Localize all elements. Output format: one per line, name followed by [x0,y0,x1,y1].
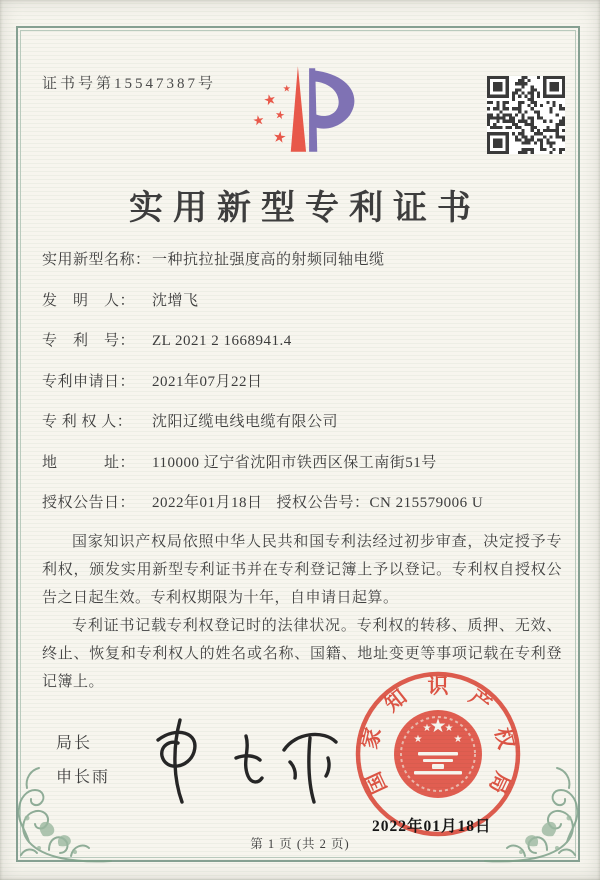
emblem-small-star-icon: ★ [453,734,463,745]
field-label: 专 利 号： [42,333,136,349]
seal-text-char: 识 [427,673,449,698]
field-row-grant-date-and-number [42,493,562,514]
commissioner-signature [138,710,348,810]
qr-code [487,76,565,154]
commissioner-name: 申长雨 [56,769,111,786]
logo-p-bowl [313,70,354,128]
seal-text-char: 国 [360,768,392,798]
field-value: CN 215579006 U [369,495,484,511]
certificate-number: 证书号第15547387号 [42,76,217,92]
commissioner-title: 局长 [56,735,93,752]
certificate-fields [42,250,562,534]
field-row-inventor [42,291,562,312]
field-row-filing-date [42,372,562,393]
emblem-small-star-icon: ★ [444,723,454,734]
logo-red-spike [291,66,306,152]
field-value: 110000 辽宁省沈阳市铁西区保工南街51号 [152,454,437,471]
seal-text-char: 知 [380,684,412,717]
field-value: 沈增飞 [152,292,199,309]
legal-paragraph-1: 国家知识产权局依照中华人民共和国专利法经过初步审查，决定授予专利权，颁发实用新型专利证书并在专利登记簿上予以登记。专利权自授权公告之日起生效。专利权期限为十年，自申请日起算。 [42,534,562,606]
seal-text-char: 局 [484,768,516,798]
page-number: 第 1 页 (共 2 页) [250,837,350,851]
field-label: 地 址： [42,454,136,471]
field-label: 专 利 权 人： [42,414,133,430]
emblem-big-star-icon: ★ [429,715,447,737]
field-value: 沈阳辽缆电线电缆有限公司 [152,414,339,430]
field-label: 实用新型名称： [42,252,151,268]
national-emblem-icon [394,710,482,798]
seal-date: 2022年01月18日 [372,818,492,835]
field-label: 授权公告号： [276,495,370,511]
field-row-patentee [42,412,562,433]
field-label: 授权公告日： [42,495,136,511]
field-value: 2021年07月22日 [152,373,263,390]
logo-star-icon: ★ [282,83,291,95]
field-value: 一种抗拉扯强度高的射频同轴电缆 [152,252,385,268]
logo-star-icon: ★ [251,112,266,130]
emblem-small-star-icon: ★ [413,734,423,745]
field-row-address [42,453,562,474]
legal-paragraph-2: 专利证书记载专利权登记时的法律状况。专利权的转移、质押、无效、终止、恢复和专利权人的姓名或名称、国籍、地址变更等事项记载在专利登记簿上。 [42,618,562,690]
seal-text-char: 家 [357,725,386,752]
field-row-patent-number [42,331,562,352]
certificate-title: 实用新型专利证书 [129,190,481,227]
logo-star-icon: ★ [271,127,288,148]
field-label: 专利申请日： [42,373,136,390]
cnipa-logo-icon [248,60,360,162]
logo-star-icon: ★ [262,91,279,110]
grant-publication-pair [277,493,484,514]
seal-text-char: 产 [464,684,496,717]
seal-text-char: 权 [490,725,519,752]
field-row-utility-model-name [42,250,562,271]
logo-star-icon: ★ [273,107,286,123]
field-value: ZL 2021 2 1668941.4 [152,333,292,349]
field-label: 发 明 人： [42,292,136,309]
field-value: 2022年01月18日 [152,495,263,511]
emblem-small-star-icon: ★ [422,723,432,734]
